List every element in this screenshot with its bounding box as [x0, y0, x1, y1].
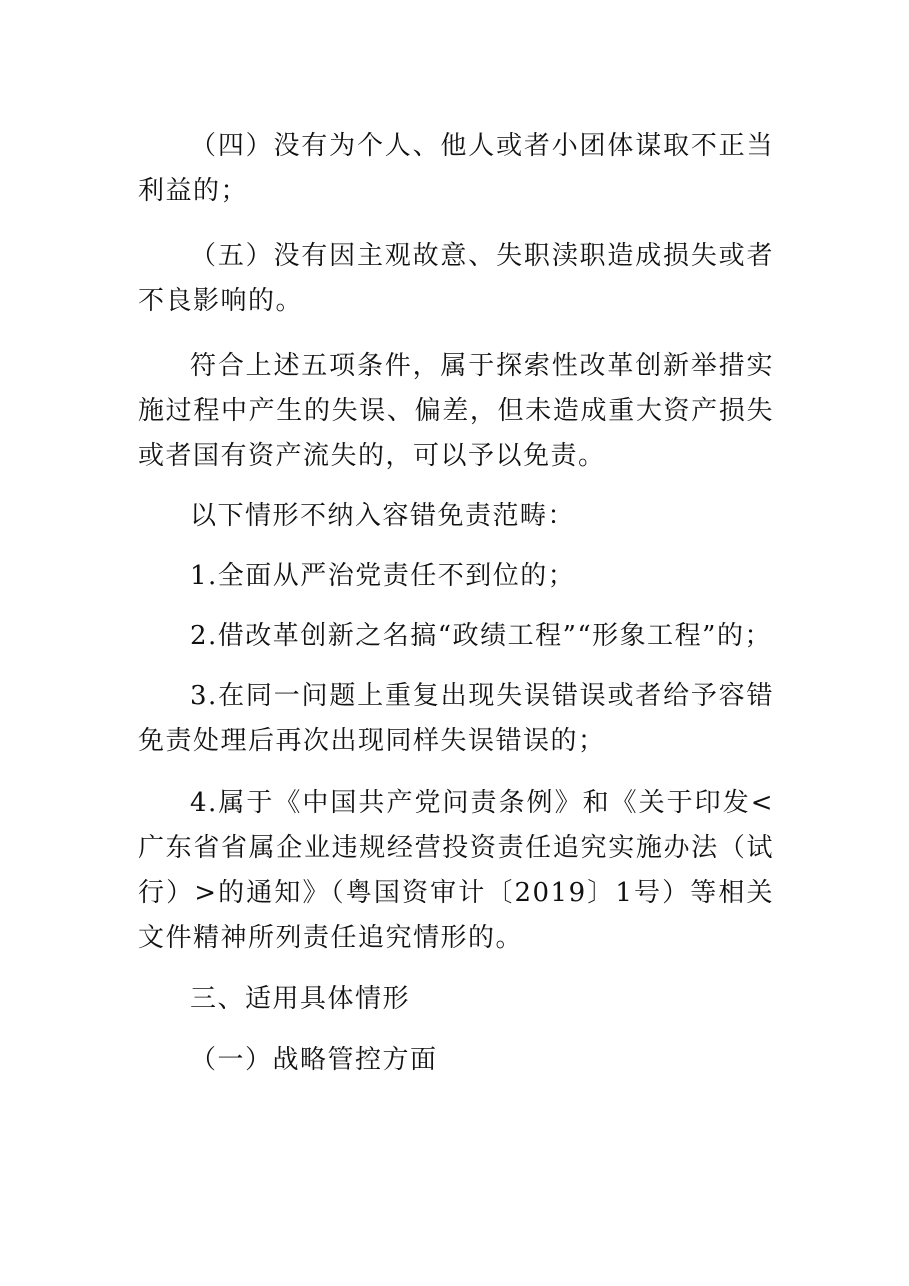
document-body — [138, 124, 774, 1083]
paragraph-exemption-summary: 符合上述五项条件，属于探索性改革创新举措实施过程中产生的失误、偏差，但未造成重大资产损失或者国有资产流失的，可以予以免责。 — [138, 351, 774, 471]
paragraph-condition-5: （五）没有因主观故意、失职渎职造成损失或者不良影响的。 — [138, 241, 774, 316]
paragraph-exclusion-1: 1.全面从严治党责任不到位的； — [190, 561, 576, 591]
paragraph-exclusion-intro: 以下情形不纳入容错免责范畴： — [190, 501, 576, 531]
paragraph-exclusion-4: 4.属于《中国共产党问责条例》和《关于印发<广东省省属企业违规经营投资责任追究实施办法（试行）>的通知》（粤国资审计〔2019〕1号）等相关文件精神所列责任追究情形的。 — [138, 788, 774, 953]
paragraph-condition-4: （四）没有为个人、他人或者小团体谋取不正当利益的； — [138, 131, 774, 206]
section-heading: 三、适用具体情形 — [190, 984, 411, 1014]
paragraph-exclusion-3: 3.在同一问题上重复出现失误错误或者给予容错免责处理后再次出现同样失误错误的； — [138, 681, 774, 756]
paragraph-exclusion-2: 2.借改革创新之名搞“政绩工程”“形象工程”的； — [190, 621, 772, 651]
subsection-heading: （一）战略管控方面 — [190, 1045, 438, 1075]
